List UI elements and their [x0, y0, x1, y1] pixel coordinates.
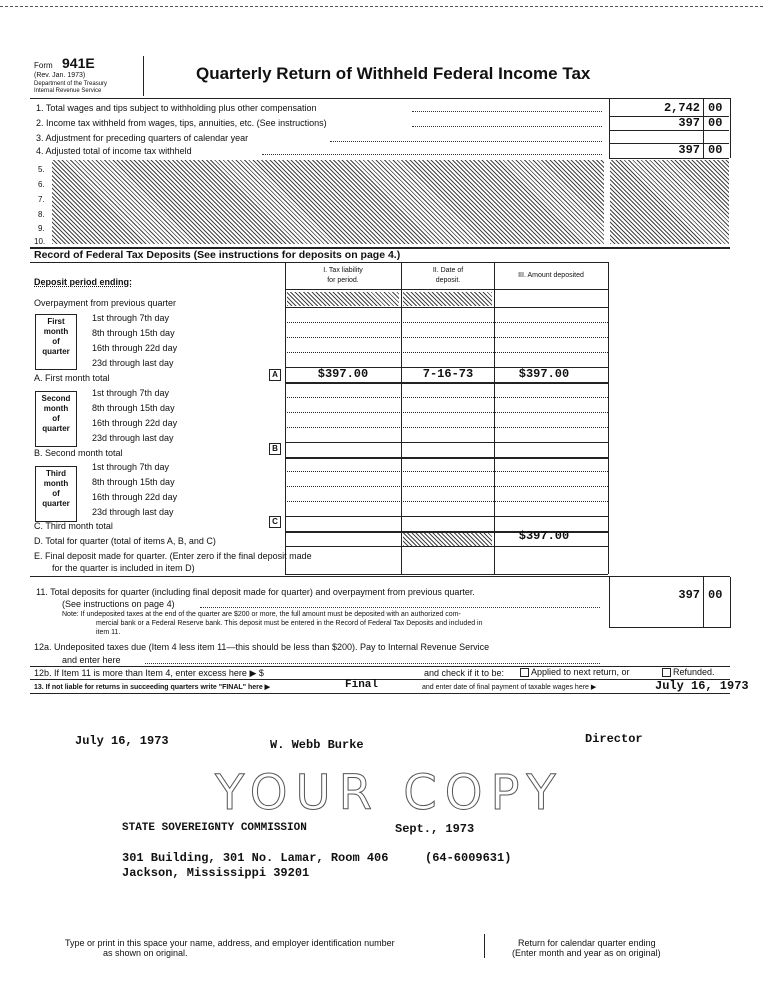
- employer-address-2: Jackson, Mississippi 39201: [122, 866, 310, 880]
- m1-rule-1: [285, 322, 608, 323]
- col-divider-1: [401, 262, 402, 574]
- second-month-word-4: quarter: [42, 424, 70, 433]
- third-month-word-4: quarter: [42, 499, 70, 508]
- overpayment-rule: [285, 307, 608, 308]
- line-6-label: 6.: [38, 180, 45, 189]
- b-total-rule: [285, 457, 608, 459]
- line-11-amount-box: [609, 577, 731, 628]
- footer-right-line-1: Return for calendar quarter ending: [518, 938, 656, 948]
- d-hatch: [403, 533, 492, 546]
- applied-option[interactable]: [518, 667, 630, 677]
- second-month-word-1: Second: [41, 394, 71, 403]
- col-3-header: III. Amount deposited: [518, 272, 584, 279]
- third-month-word-1: Third: [46, 469, 66, 478]
- footer-divider: [484, 934, 485, 958]
- quarter-ending: Sept., 1973: [395, 822, 475, 836]
- employer-ein: (64-6009631): [425, 851, 512, 865]
- third-month-word-3: of: [52, 489, 60, 498]
- line-8-label: 8.: [38, 210, 45, 219]
- m3-period-4: 23d through last day: [92, 507, 174, 517]
- m1-period-4: 23d through last day: [92, 358, 174, 368]
- irs-label: Internal Revenue Service: [34, 88, 102, 94]
- second-month-total-label: B. Second month total: [34, 448, 123, 458]
- second-month-block: [35, 391, 77, 447]
- overpayment-label: Overpayment from previous quarter: [34, 298, 177, 308]
- note-line-2: mercial bank or a Federal Reserve bank. This deposit must be entered in the Record of Federal Tax Deposits and included in: [96, 620, 483, 627]
- m2-rule-3: [285, 427, 608, 428]
- line-5-label: 5.: [38, 165, 45, 174]
- line-11-cents: 00: [708, 588, 723, 602]
- m1-rule-2: [285, 337, 608, 338]
- top-border: [0, 6, 763, 7]
- applied-checkbox[interactable]: [520, 668, 529, 677]
- signer-title: Director: [585, 732, 643, 746]
- line-12a-label: 12a. Undeposited taxes due (Item 4 less item 11—this should be less than $200). Pay to Internal Revenue Service: [34, 642, 490, 652]
- line-4-leader: [262, 154, 602, 155]
- employer-address-1: 301 Building, 301 No. Lamar, Room 406: [122, 851, 389, 865]
- line-12a-enter: and enter here: [62, 655, 121, 665]
- col-1-header-b: for period.: [327, 277, 359, 284]
- a-amount-deposited: $397.00: [518, 367, 570, 381]
- signature-date: July 16, 1973: [75, 734, 169, 748]
- m1-period-1: 1st through 7th day: [92, 313, 170, 323]
- refunded-option[interactable]: [660, 667, 715, 677]
- line-4-dollars: 397: [678, 143, 700, 157]
- final-deposit-line-2: for the quarter is included in item D): [52, 563, 195, 573]
- m3-rule-2: [285, 486, 608, 487]
- col-1-header-a: I. Tax liability: [323, 267, 363, 274]
- line-12b-label: 12b. If Item 11 is more than Item 4, enter excess here ▶ $: [34, 668, 264, 678]
- line-7-label: 7.: [38, 195, 45, 204]
- m2-rule-4: [285, 442, 608, 443]
- line-13-label: 13. If not liable for returns in succeeding quarters write "FINAL" here ▶: [34, 684, 271, 691]
- line-1-cents: 00: [708, 101, 723, 115]
- line-13-date-label: and enter date of final payment of taxable wages here ▶: [422, 684, 597, 691]
- amount-row-4: [609, 158, 729, 159]
- first-month-word-2: month: [43, 327, 69, 336]
- line-2-cents: 00: [708, 116, 723, 130]
- a-total-rule: [285, 382, 608, 384]
- d-rule: [285, 546, 608, 547]
- line-9-label: 9.: [38, 224, 45, 233]
- third-month-block: [35, 466, 77, 522]
- m3-rule-3: [285, 501, 608, 502]
- m1-period-2: 8th through 15th day: [92, 328, 175, 338]
- col-2-header-a: II. Date of: [432, 267, 464, 274]
- line-13-final: Final: [345, 679, 379, 691]
- record-header-rule: [30, 262, 608, 263]
- note-line-1: Note: If undeposited taxes at the end of the quarter are $200 or more, the full amount must be deposited with an authorized com-: [62, 611, 461, 618]
- first-month-word-1: First: [47, 317, 65, 326]
- line-11-instructions: (See instructions on page 4): [62, 599, 175, 609]
- your-copy-stamp: YOUR COPY: [215, 765, 564, 821]
- m3-period-2: 8th through 15th day: [92, 477, 175, 487]
- first-month-block: [35, 314, 77, 370]
- line-11-label: 11. Total deposits for quarter (including final deposit made for quarter) and overpayment from previous quarter.: [36, 587, 475, 597]
- line-12b-check-label: and check if it to be:: [424, 668, 505, 678]
- a-deposit-date: 7-16-73: [422, 367, 474, 381]
- line-3-leader: [330, 141, 602, 142]
- m3-period-1: 1st through 7th day: [92, 462, 170, 472]
- signer-name: W. Webb Burke: [270, 738, 364, 752]
- first-month-total-label: A. First month total: [34, 373, 110, 383]
- first-month-word-3: of: [52, 337, 60, 346]
- deposit-period-label: Deposit period ending:: [34, 277, 132, 287]
- box-a: A: [269, 369, 281, 381]
- m2-period-1: 1st through 7th day: [92, 388, 170, 398]
- record-header: Record of Federal Tax Deposits (See instructions for deposits on page 4.): [34, 249, 401, 261]
- line-2-label: 2. Income tax withheld from wages, tips, annuities, etc. (See instructions): [36, 118, 327, 128]
- second-month-word-2: month: [43, 404, 69, 413]
- m3-rule-1: [285, 471, 608, 472]
- d-amount-deposited: $397.00: [518, 529, 570, 543]
- footer-right-line-2: (Enter month and year as on original): [512, 948, 661, 958]
- dept-treasury: Department of the Treasury: [34, 81, 108, 87]
- third-month-total-label: C. Third month total: [34, 521, 113, 531]
- line-3-label: 3. Adjustment for preceding quarters of calendar year: [36, 133, 249, 143]
- note-line-3: item 11.: [96, 629, 121, 636]
- m3-rule-4: [285, 516, 608, 517]
- cents-divider: [703, 98, 704, 158]
- line-11-dollars: 397: [678, 588, 700, 602]
- line-13-rule: [30, 693, 730, 694]
- box-b: B: [269, 443, 281, 455]
- line-10-label: 10.: [34, 237, 46, 246]
- line-1-label: 1. Total wages and tips subject to withholding plus other compensation: [36, 103, 317, 113]
- m3-period-3: 16th through 22d day: [92, 492, 178, 502]
- col-divider-2: [494, 262, 495, 574]
- line-2-leader: [412, 126, 602, 127]
- footer-left-line-2: as shown on original.: [103, 948, 188, 958]
- employer-name: STATE SOVEREIGNTY COMMISSION: [122, 822, 307, 834]
- line-12b-rule: [30, 679, 730, 680]
- form-number: 941E: [62, 55, 95, 71]
- form-title: Quarterly Return of Withheld Federal Income Tax: [196, 64, 591, 83]
- col-divider-0: [285, 262, 286, 574]
- m2-period-4: 23d through last day: [92, 433, 174, 443]
- total-quarter-label: D. Total for quarter (total of items A, B, and C): [34, 536, 216, 546]
- first-month-word-4: quarter: [42, 347, 70, 356]
- refunded-label: Refunded.: [673, 667, 715, 677]
- line-2-dollars: 397: [678, 116, 700, 130]
- box-c: C: [269, 516, 281, 528]
- e-rule: [285, 574, 608, 575]
- m2-rule-2: [285, 412, 608, 413]
- m1-rule-3: [285, 352, 608, 353]
- m2-period-3: 16th through 22d day: [92, 418, 178, 428]
- m2-rule-1: [285, 397, 608, 398]
- footer-left-line-1: Type or print in this space your name, address, and employer identification number: [65, 938, 395, 948]
- col-divider-3: [608, 262, 609, 574]
- line-1-dollars: 2,742: [663, 101, 700, 115]
- form-revision: (Rev. Jan. 1973): [34, 72, 86, 79]
- line-11-leader: [200, 607, 600, 608]
- col-2-header-b: deposit.: [435, 277, 461, 284]
- line-12a-leader: [145, 663, 600, 664]
- hatched-lines-5-10: [52, 160, 604, 244]
- m1-period-3: 16th through 22d day: [92, 343, 178, 353]
- refunded-checkbox[interactable]: [662, 668, 671, 677]
- col-header-rule: [285, 289, 608, 290]
- m2-period-2: 8th through 15th day: [92, 403, 175, 413]
- applied-label: Applied to next return, or: [531, 667, 630, 677]
- amount-row-2: [609, 130, 729, 131]
- overpayment-hatch-2: [403, 292, 492, 306]
- line-11-cents-divider: [703, 577, 704, 627]
- form-label: Form: [34, 61, 53, 70]
- a-tax-liability: $397.00: [317, 367, 369, 381]
- second-month-word-3: of: [52, 414, 60, 423]
- line-4-label: 4. Adjusted total of income tax withheld: [36, 146, 192, 156]
- line-13-final-date: July 16, 1973: [655, 679, 749, 693]
- third-month-word-2: month: [43, 479, 69, 488]
- line-4-cents: 00: [708, 143, 723, 157]
- final-deposit-line-1: E. Final deposit made for quarter. (Enter zero if the final deposit made: [34, 551, 312, 561]
- overpayment-hatch-1: [287, 292, 399, 306]
- hatched-amount-5-10: [610, 160, 729, 244]
- line-1-leader: [412, 111, 602, 112]
- header-divider: [143, 56, 144, 96]
